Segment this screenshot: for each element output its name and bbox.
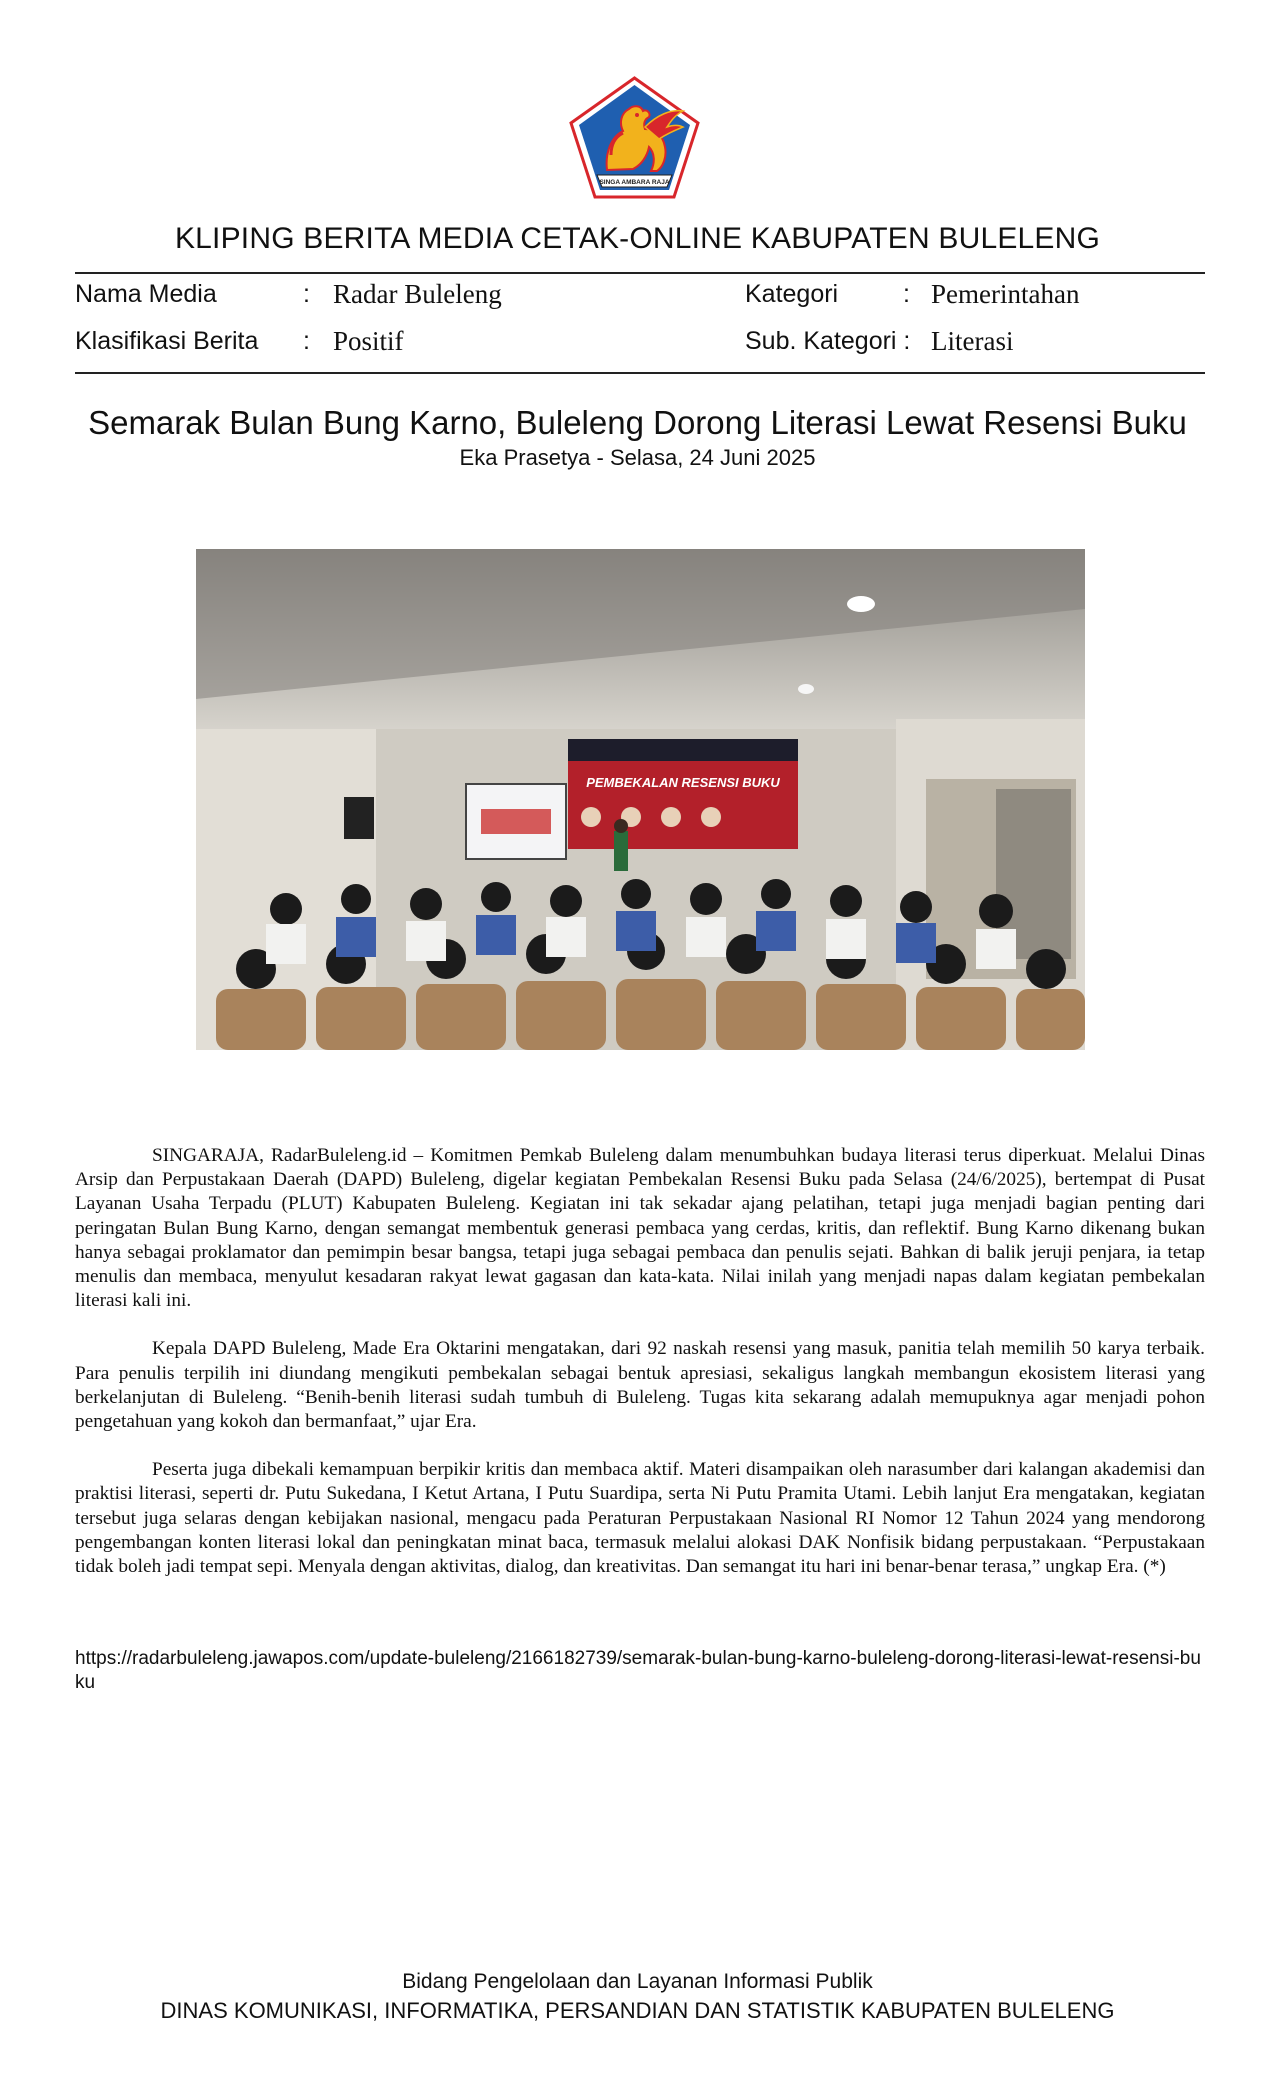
- article-paragraph: Kepala DAPD Buleleng, Made Era Oktarini mengatakan, dari 92 naskah resensi yang masuk, panitia telah memilih 50 karya terbaik. Para penulis terpilih ini diundang mengikuti pembekalan sebagai bentuk apresiasi, sekaligus langkah membangun ekosistem literasi yang berkelanjutan di Buleleng. “Benih-benih literasi sudah tumbuh di Buleleng. Tugas kita sekarang adalah memupuknya agar menjadi pohon pengetahuan yang kokoh dan bermanfaat,” ujar Era.: [75, 1338, 1205, 1433]
- footer-department: Bidang Pengelolaan dan Layanan Informasi Publik: [402, 1970, 873, 1993]
- media-label: Nama Media: [75, 280, 217, 308]
- footer-agency: DINAS KOMUNIKASI, INFORMATIKA, PERSANDIAN DAN STATISTIK KABUPATEN BULELENG: [160, 1998, 1115, 2023]
- article-body: [75, 1144, 1205, 1603]
- header-divider-bottom: [75, 372, 1205, 374]
- kategori-value: Pemerintahan: [931, 279, 1080, 309]
- media-value: Radar Buleleng: [333, 279, 502, 309]
- event-photo: [196, 549, 1085, 1050]
- buleleng-regency-seal-logo: [567, 75, 702, 200]
- seal-motto-text: SINGA AMBARA RAJA: [599, 179, 670, 186]
- clipping-header-title: KLIPING BERITA MEDIA CETAK-ONLINE KABUPATEN BULELENG: [174, 222, 1101, 255]
- source-url-link[interactable]: https://radarbuleleng.jawapos.com/update-buleleng/2166182739/semarak-bulan-bung-karno-buleleng-dorong-literasi-lewat-resensi-buku: [75, 1648, 1201, 1693]
- klasifikasi-label: Klasifikasi Berita: [75, 327, 259, 355]
- article-title: Semarak Bulan Bung Karno, Buleleng Dorong Literasi Lewat Resensi Buku: [88, 404, 1187, 441]
- header-divider-top: [75, 272, 1205, 274]
- klasifikasi-value: Positif: [333, 326, 404, 356]
- article-paragraph: SINGARAJA, RadarBuleleng.id – Komitmen Pemkab Buleleng dalam menumbuhkan budaya literasi terus diperkuat. Melalui Dinas Arsip dan Perpustakaan Daerah (DAPD) Buleleng, digelar kegiatan Pembekalan Resensi Buku pada Selasa (24/6/2025), bertempat di Pusat Layanan Usaha Terpadu (PLUT) Kabupaten Buleleng. Kegiatan ini tak sekadar ajang pelatihan, tetapi juga menjadi bagian penting dari peringatan Bulan Bung Karno, dengan semangat membentuk generasi pembaca yang cerdas, kritis, dan reflektif. Bung Karno dikenang bukan hanya sebagai proklamator dan pemimpin besar bangsa, tetapi juga sebagai pembaca dan penulis sejati. Bahkan di balik jeruji penjara, ia tetap menulis dan membaca, menyulut kesadaran rakyat lewat gagasan dan kata-kata. Nilai inilah yang menjadi napas dalam kegiatan pembekalan literasi kali ini.: [75, 1145, 1205, 1312]
- article-paragraph: Peserta juga dibekali kemampuan berpikir kritis dan membaca aktif. Materi disampaikan oleh narasumber dari kalangan akademisi dan praktisi literasi, seperti dr. Putu Sukedana, I Ketut Artana, I Putu Suardipa, serta Ni Putu Pramita Utami. Lebih lanjut Era mengatakan, kegiatan tersebut juga selaras dengan kebijakan nasional, mengacu pada Peraturan Perpustakaan Nasional RI Nomor 12 Tahun 2024 yang mendorong pengembangan konten literasi lokal dan peningkatan minat baca, termasuk melalui alokasi DAK Nonfisik bidang perpustakaan. “Perpustakaan tidak boleh jadi tempat sepi. Menyala dengan aktivitas, dialog, dan kreativitas. Dan semangat itu hari ini benar-benar terasa,” ungkap Era. (*): [75, 1459, 1205, 1578]
- article-byline: Eka Prasetya - Selasa, 24 Juni 2025: [459, 445, 816, 470]
- subkategori-label: Sub. Kategori :: [745, 327, 911, 355]
- event-photo-illustration: [196, 549, 1085, 1050]
- subkategori-value: Literasi: [931, 326, 1014, 356]
- kategori-label: Kategori: [745, 280, 839, 308]
- kategori-separator: :: [903, 280, 910, 308]
- media-separator: :: [303, 280, 310, 308]
- photo-banner-text: PEMBEKALAN RESENSI BUKU: [586, 775, 780, 790]
- klasifikasi-separator: :: [303, 327, 310, 355]
